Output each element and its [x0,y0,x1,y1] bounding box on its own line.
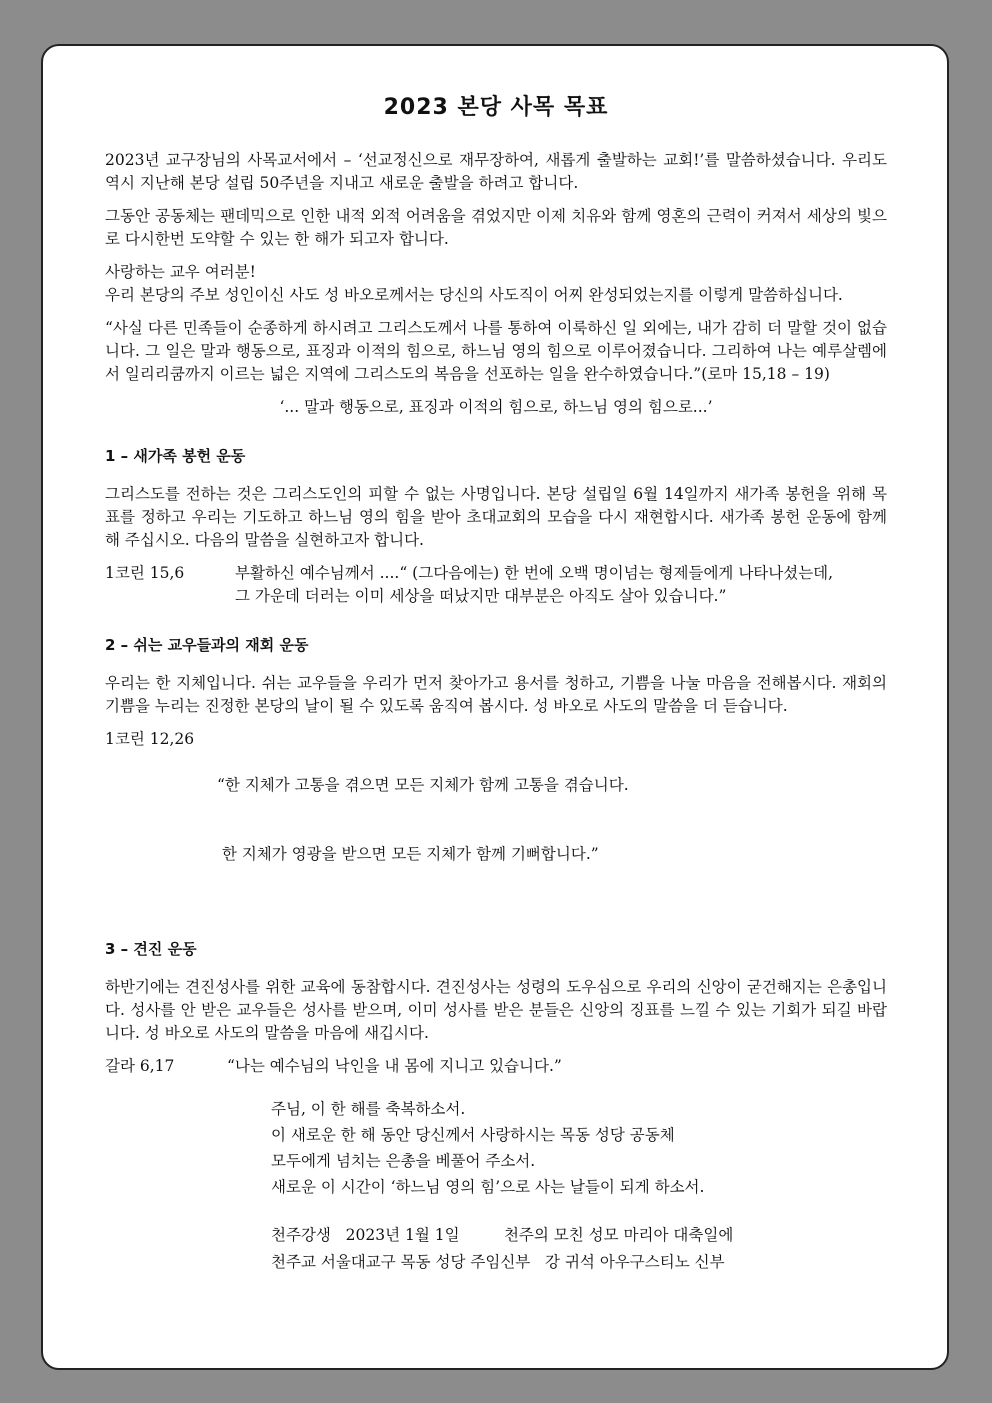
key-quote: ‘... 말과 행동으로, 표징과 이적의 힘으로, 하느님 영의 힘으로...’ [279,398,713,416]
signature-block [271,1222,887,1276]
verse-block-1 [105,562,887,608]
prayer-line: 이 새로운 한 해 동안 당신께서 사랑하시는 목동 성당 공동체 [271,1126,675,1144]
signature-date: 천주강생 2023년 1월 1일 천주의 모친 성모 마리아 대축일에 [271,1226,734,1244]
closing-prayer [271,1096,887,1200]
section-body-1: 그리스도를 전하는 것은 그리스도인의 피할 수 없는 사명입니다. 본당 설립일 6월 14일까지 새가족 봉헌을 위해 목표를 정하고 우리는 기도하고 하느님 영의 힘을 받아 초대교회의 모습을 다시 재현합시다. 새가족 봉헌 운동에 함께해 주십시오. 다음의 말씀을 실현하고자 합니다. [105,485,887,549]
verse-block-3 [105,1055,887,1078]
verse-block-2 [105,728,887,912]
intro-paragraph-1: 2023년 교구장님의 사목교서에서 – ‘선교정신으로 재무장하여, 새롭게 출발하는 교회!’를 말씀하셨습니다. 우리도 역시 지난해 본당 설립 50주년을 지내고 새로운 출발을 하려고 합니다. [105,151,887,192]
prayer-line: 새로운 이 시간이 ‘하느님 영의 힘’으로 사는 날들이 되게 하소서. [271,1178,705,1196]
section-body-3: 하반기에는 견진성사를 위한 교육에 동참합시다. 견진성사는 성령의 도우심으로 우리의 신앙이 굳건해지는 은총입니다. 성사를 안 받은 교우들은 성사를 받으며, 이미 성사를 받은 분들은 신앙의 징표를 느낄 수 있는 기회가 되길 바랍니다. 성 바오로 사도의 말씀을 마음에 새깁시다. [105,978,888,1042]
intro-paragraph-2: 그동안 공동체는 팬데믹으로 인한 내적 외적 어려움을 겪었지만 이제 치유와 함께 영혼의 근력이 커져서 세상의 빛으로 다시한번 도약할 수 있는 한 해가 되고자 합니다. [105,207,887,248]
section-heading-3: 3 – 견진 운동 [105,940,197,958]
prayer-line: 주님, 이 한 해를 축복하소서. [271,1100,466,1118]
document-page [41,44,949,1370]
section-heading-1: 1 – 새가족 봉헌 운동 [105,447,246,465]
verse-line: 한 지체가 영광을 받으면 모든 지체가 함께 기뻐합니다.” [217,845,599,863]
prayer-line: 모두에게 넘치는 은총을 베풀어 주소서. [271,1152,536,1170]
verse-ref: 1코린 12,26 [105,730,195,748]
scripture-quote: “사실 다른 민족들이 순종하게 하시려고 그리스도께서 나를 통하여 이룩하신 일 외에는, 내가 감히 더 말할 것이 없습니다. 그 일은 말과 행동으로, 표징과 이적의 힘으로, 하느님 영의 힘으로 이루어졌습니다. 그리하여 나는 예루살렘에서 일리리쿰까지 이르는 넓은 지역에 그리스도의 복음을 선포하는 일을 완수하였습니다.”(로마 15,18 – 19) [105,319,887,383]
intro-paragraph-3: 우리 본당의 주보 성인이신 사도 성 바오로께서는 당신의 사도직이 어찌 완성되었는지를 이렇게 말씀하십니다. [105,286,843,304]
section-body-2: 우리는 한 지체입니다. 쉬는 교우들을 우리가 먼저 찾아가고 용서를 청하고, 기쁨을 나눌 마음을 전해봅시다. 재회의 기쁨을 누리는 진정한 본당의 날이 될 수 있도록 움직여 봅시다. 성 바오로 사도의 말씀을 더 듣습니다. [105,674,887,715]
verse-ref: 1코린 15,6 [105,564,185,582]
document-content [105,96,887,1276]
page-title: 2023 본당 사목 목표 [383,95,609,120]
verse-line: 부활하신 예수님께서 ....“ (그다음에는) 한 번에 오백 명이넘는 형제들에게 나타나셨는데, [235,564,834,582]
signature-name: 천주교 서울대교구 목동 성당 주임신부 강 귀석 아우구스티노 신부 [271,1253,725,1271]
verse-line: “나는 예수님의 낙인을 내 몸에 지니고 있습니다.” [227,1057,562,1075]
section-heading-2: 2 – 쉬는 교우들과의 재회 운동 [105,636,309,654]
verse-ref: 갈라 6,17 [105,1057,175,1075]
greeting: 사랑하는 교우 여러분! [105,263,256,281]
verse-line: 그 가운데 더러는 이미 세상을 떠났지만 대부분은 아직도 살아 있습니다.” [235,587,727,605]
verse-line: “한 지체가 고통을 겪으면 모든 지체가 함께 고통을 겪습니다. [217,776,629,794]
